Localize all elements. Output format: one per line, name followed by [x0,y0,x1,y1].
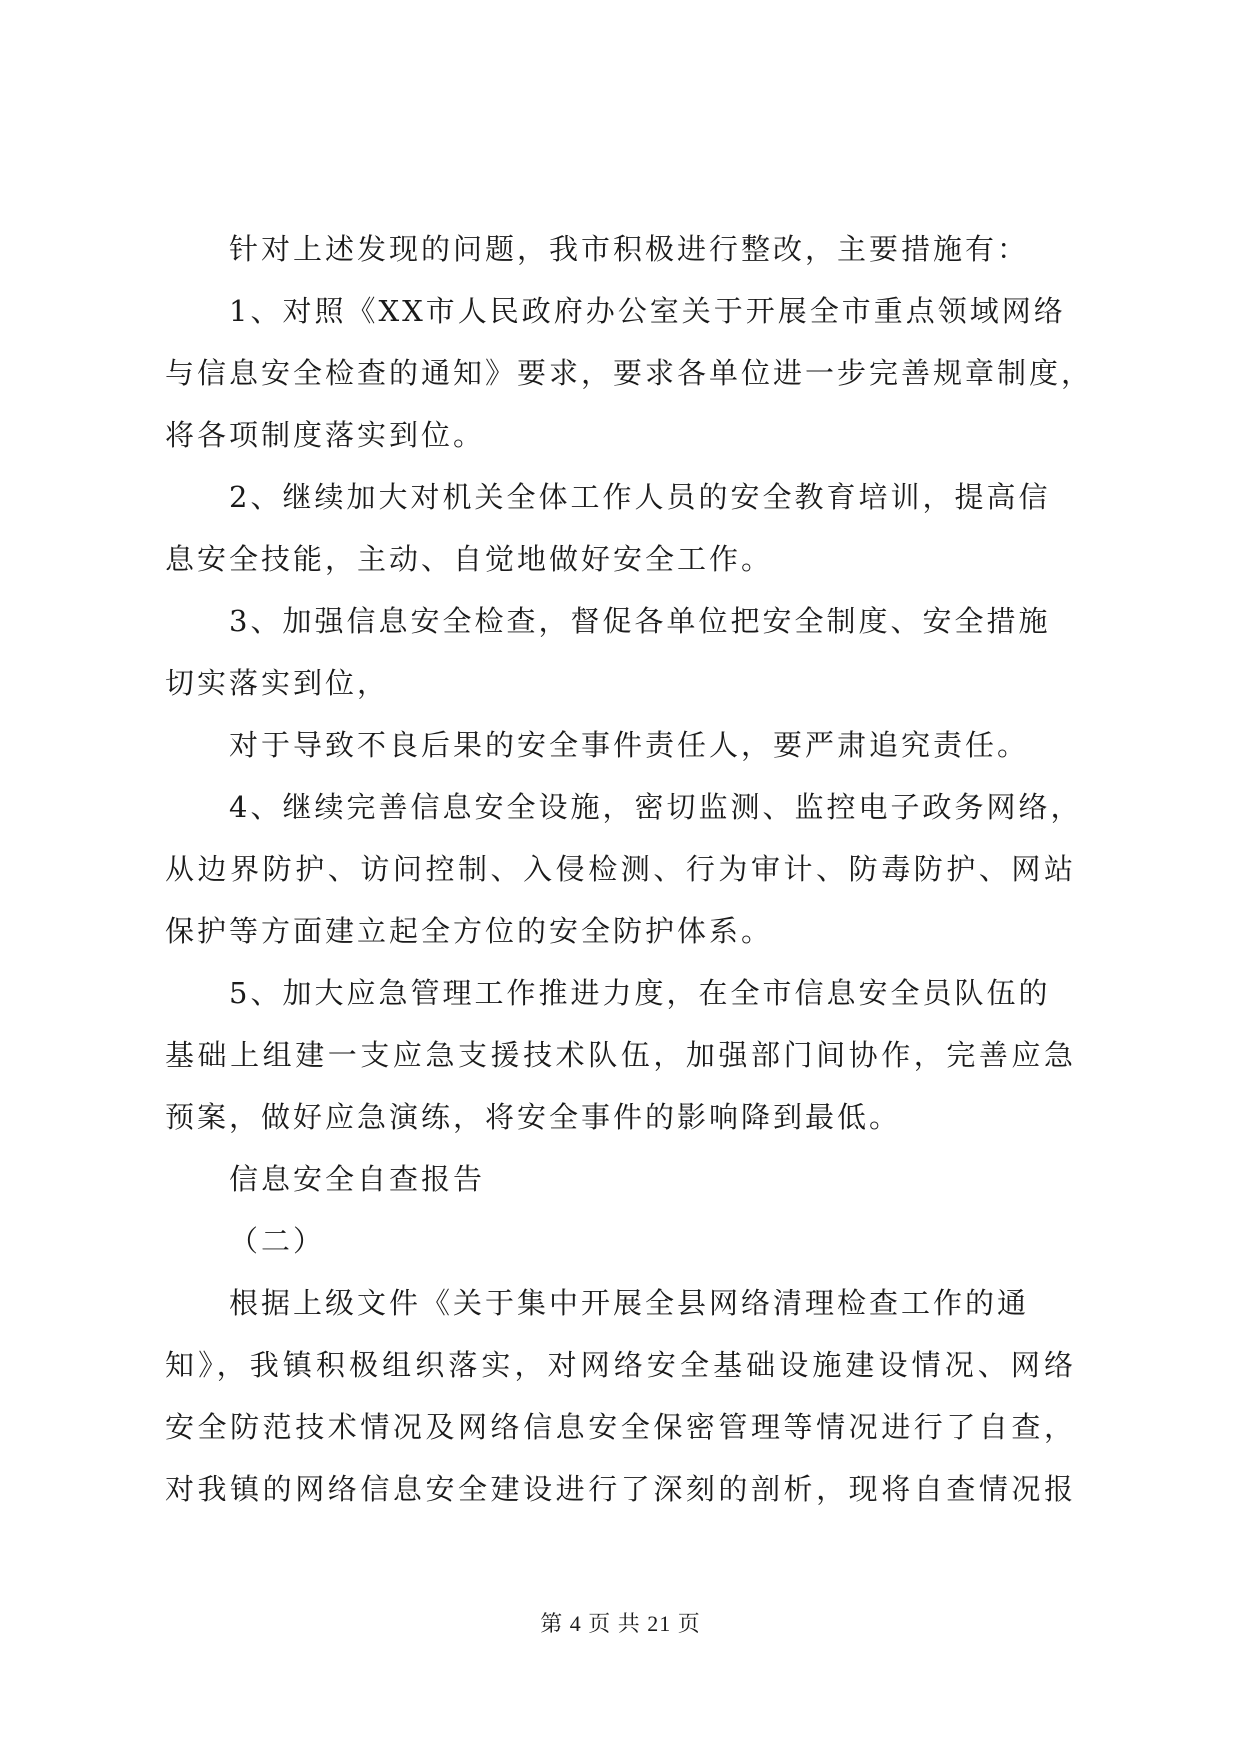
document-body [165,218,1094,1520]
paragraph-line: 切实落实到位， [165,666,390,700]
page-number-footer: 第 4 页 共 21 页 [540,1611,701,1636]
paragraph-line: 安全防范技术情况及网络信息安全保密管理等情况进行了自查， [165,1410,1076,1444]
section-title: 信息安全自查报告 [229,1162,486,1196]
paragraph-line: 3、加强信息安全检查，督促各单位把安全制度、安全措施 [229,604,1051,638]
paragraph-line: 对我镇的网络信息安全建设进行了深刻的剖析，现将自查情况报 [165,1472,1076,1506]
paragraph-line: 预案，做好应急演练，将安全事件的影响降到最低。 [165,1100,902,1134]
paragraph-line: 1、对照《XX市人民政府办公室关于开展全市重点领域网络 [229,294,1066,328]
paragraph-line: 知》，我镇积极组织落实，对网络安全基础设施建设情况、网络 [165,1348,1076,1382]
paragraph-line: 从边界防护、访问控制、入侵检测、行为审计、防毒防护、网站 [165,852,1076,886]
paragraph-line: 5、加大应急管理工作推进力度，在全市信息安全员队伍的 [229,976,1051,1010]
paragraph-line: 息安全技能，主动、自觉地做好安全工作。 [165,542,774,576]
paragraph-line: 将各项制度落实到位。 [165,418,486,452]
paragraph-line: 2、继续加大对机关全体工作人员的安全教育培训，提高信 [229,480,1051,514]
paragraph-line: 基础上组建一支应急支援技术队伍，加强部门间协作，完善应急 [165,1038,1076,1072]
paragraph-line: 与信息安全检查的通知》要求，要求各单位进一步完善规章制度， [165,356,1094,390]
paragraph-line: 根据上级文件《关于集中开展全县网络清理检查工作的通 [229,1286,1030,1320]
paragraph-line: 针对上述发现的问题，我市积极进行整改，主要措施有： [229,232,1030,266]
section-number: （二） [229,1224,326,1258]
paragraph-line: 保护等方面建立起全方位的安全防护体系。 [165,914,774,948]
paragraph-line: 对于导致不良后果的安全事件责任人，要严肃追究责任。 [229,728,1030,762]
paragraph-line: 4、继续完善信息安全设施，密切监测、监控电子政务网络， [229,790,1083,824]
